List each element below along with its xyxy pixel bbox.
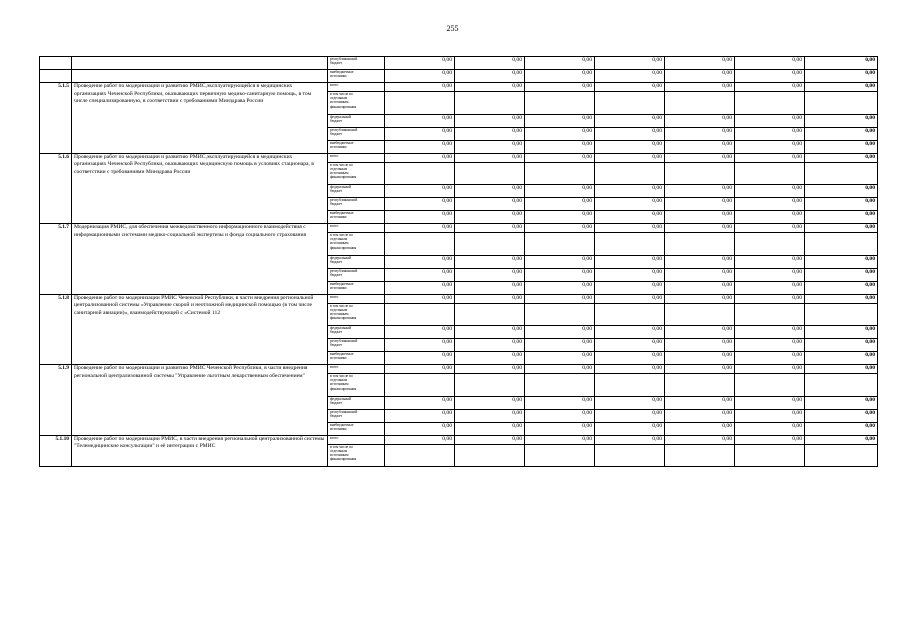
value-cell: 0,00 [805,70,878,83]
value-cell-empty [455,92,525,115]
value-cell-empty [735,374,805,397]
value-cell-empty [595,444,665,467]
value-cell: 0,00 [665,268,735,281]
value-cell-empty [455,444,525,467]
value-cell: 0,00 [525,294,595,303]
activity-number-empty [40,57,72,70]
activity-description: Модернизация РМИС, для обеспечения межведомственного информационного взаимодействия с информационными системами медико-социальной экспертизы и фонда социального страхования [72,224,328,295]
activity-number: 5.1.6 [40,153,72,224]
source-label: республиканский бюджет [328,198,385,211]
value-cell: 0,00 [735,422,805,435]
value-cell: 0,00 [595,268,665,281]
source-label: в том числе по отдельным источникам финансирования [328,92,385,115]
value-cell-empty [665,303,735,326]
value-cell: 0,00 [525,255,595,268]
value-cell-empty [385,374,455,397]
source-label: республиканский бюджет [328,409,385,422]
activity-number: 5.1.9 [40,365,72,436]
value-cell: 0,00 [525,140,595,153]
value-cell: 0,00 [735,198,805,211]
source-label: федеральный бюджет [328,396,385,409]
value-cell-empty [455,162,525,185]
source-label: в том числе по отдельным источникам финансирования [328,233,385,256]
value-cell: 0,00 [525,365,595,374]
value-cell: 0,00 [595,435,665,444]
value-cell: 0,00 [525,211,595,224]
value-cell: 0,00 [385,185,455,198]
value-cell: 0,00 [665,83,735,92]
value-cell: 0,00 [665,185,735,198]
value-cell: 0,00 [385,435,455,444]
value-cell: 0,00 [805,352,878,365]
value-cell: 0,00 [595,422,665,435]
value-cell: 0,00 [385,70,455,83]
value-cell: 0,00 [805,255,878,268]
value-cell: 0,00 [455,153,525,162]
source-label: внебюджетные источники [328,140,385,153]
activity-description: Проведение работ по модернизации и развитию РМИС,эксплуатирующейся в медицинских организациях Чеченской Республики, оказывающих первичную медико-санитарную помощь, в том числе специализированную, в соответствии с требованиями Минздрава России [72,83,328,154]
value-cell-empty [385,233,455,256]
source-label: федеральный бюджет [328,185,385,198]
value-cell-empty [665,374,735,397]
table-row [40,153,878,162]
value-cell: 0,00 [595,255,665,268]
value-cell: 0,00 [385,198,455,211]
value-cell-empty [805,444,878,467]
value-cell-empty [735,92,805,115]
value-cell: 0,00 [665,127,735,140]
value-cell: 0,00 [385,114,455,127]
value-cell: 0,00 [455,339,525,352]
source-label: внебюджетные источники [328,422,385,435]
value-cell: 0,00 [665,326,735,339]
value-cell: 0,00 [735,224,805,233]
page-number: 255 [446,24,459,33]
value-cell-empty [525,374,595,397]
value-cell: 0,00 [385,211,455,224]
value-cell-empty [735,303,805,326]
table-row [40,83,878,92]
value-cell: 0,00 [805,326,878,339]
value-cell: 0,00 [525,83,595,92]
value-cell: 0,00 [455,70,525,83]
source-label: внебюджетные источники [328,70,385,83]
value-cell: 0,00 [735,83,805,92]
value-cell: 0,00 [455,211,525,224]
value-cell: 0,00 [735,211,805,224]
source-label: внебюджетные источники [328,211,385,224]
value-cell: 0,00 [525,435,595,444]
value-cell: 0,00 [735,140,805,153]
value-cell-empty [595,374,665,397]
value-cell: 0,00 [665,153,735,162]
source-label: республиканский бюджет [328,339,385,352]
source-label: республиканский бюджет [328,57,385,70]
source-label: всего [328,83,385,92]
value-cell: 0,00 [665,409,735,422]
value-cell: 0,00 [455,224,525,233]
value-cell-empty [735,162,805,185]
table-row [40,435,878,444]
value-cell: 0,00 [665,198,735,211]
value-cell: 0,00 [665,57,735,70]
value-cell-empty [805,233,878,256]
value-cell: 0,00 [525,198,595,211]
value-cell: 0,00 [385,140,455,153]
source-label: всего [328,365,385,374]
value-cell: 0,00 [665,435,735,444]
value-cell: 0,00 [595,140,665,153]
value-cell: 0,00 [455,396,525,409]
value-cell-empty [595,162,665,185]
value-cell: 0,00 [455,83,525,92]
value-cell-empty [665,233,735,256]
value-cell: 0,00 [735,153,805,162]
value-cell: 0,00 [525,339,595,352]
value-cell-empty [455,374,525,397]
value-cell: 0,00 [385,339,455,352]
activity-number: 5.1.8 [40,294,72,365]
value-cell-empty [455,233,525,256]
value-cell: 0,00 [455,352,525,365]
value-cell: 0,00 [665,70,735,83]
value-cell: 0,00 [595,83,665,92]
value-cell: 0,00 [805,396,878,409]
value-cell: 0,00 [595,352,665,365]
source-label: республиканский бюджет [328,268,385,281]
value-cell: 0,00 [525,326,595,339]
value-cell: 0,00 [805,365,878,374]
value-cell: 0,00 [595,185,665,198]
value-cell: 0,00 [455,198,525,211]
table-row [40,365,878,374]
value-cell-empty [525,162,595,185]
value-cell: 0,00 [455,140,525,153]
value-cell: 0,00 [595,294,665,303]
source-label: всего [328,153,385,162]
value-cell: 0,00 [805,127,878,140]
value-cell: 0,00 [385,422,455,435]
value-cell: 0,00 [455,268,525,281]
value-cell: 0,00 [665,114,735,127]
value-cell: 0,00 [805,409,878,422]
value-cell: 0,00 [735,435,805,444]
value-cell: 0,00 [805,185,878,198]
value-cell: 0,00 [595,339,665,352]
value-cell: 0,00 [665,255,735,268]
value-cell: 0,00 [595,224,665,233]
value-cell: 0,00 [665,422,735,435]
value-cell: 0,00 [735,409,805,422]
value-cell: 0,00 [805,114,878,127]
activity-description: Проведение работ по модернизации РМИС Чеченской Республики, в части внедрения региональной централизованной системы «Управление скорой и неотложной медицинской помощью (в том числе санитарной авиации)», взаимодействующей с «Системой 112 [72,294,328,365]
value-cell-empty [595,233,665,256]
value-cell: 0,00 [525,281,595,294]
value-cell: 0,00 [455,114,525,127]
value-cell-empty [805,303,878,326]
value-cell: 0,00 [805,294,878,303]
value-cell: 0,00 [735,294,805,303]
value-cell: 0,00 [805,140,878,153]
value-cell: 0,00 [595,211,665,224]
source-label: в том числе по отдельным источникам финансирования [328,162,385,185]
value-cell-empty [385,303,455,326]
value-cell: 0,00 [455,255,525,268]
value-cell: 0,00 [735,365,805,374]
activity-number: 5.1.5 [40,83,72,154]
value-cell: 0,00 [805,435,878,444]
value-cell: 0,00 [665,396,735,409]
value-cell: 0,00 [525,153,595,162]
source-label: внебюджетные источники [328,281,385,294]
value-cell: 0,00 [805,339,878,352]
activity-description: Проведение работ по модернизации РМИС, в части внедрения региональной централизованной системы "Телемедицинские консультации" и её интеграции с РМИС [72,435,328,467]
budget-table [39,56,878,467]
source-label: всего [328,435,385,444]
source-label: в том числе по отдельным источникам финансирования [328,444,385,467]
value-cell-empty [665,92,735,115]
value-cell: 0,00 [665,365,735,374]
value-cell: 0,00 [735,185,805,198]
value-cell: 0,00 [665,294,735,303]
value-cell: 0,00 [385,352,455,365]
value-cell: 0,00 [595,114,665,127]
value-cell: 0,00 [385,255,455,268]
value-cell: 0,00 [735,326,805,339]
value-cell: 0,00 [595,198,665,211]
value-cell: 0,00 [595,153,665,162]
value-cell: 0,00 [665,339,735,352]
value-cell-empty [665,162,735,185]
value-cell: 0,00 [525,114,595,127]
value-cell: 0,00 [735,57,805,70]
value-cell: 0,00 [595,281,665,294]
value-cell: 0,00 [735,396,805,409]
value-cell: 0,00 [735,352,805,365]
value-cell: 0,00 [385,57,455,70]
value-cell: 0,00 [735,114,805,127]
value-cell: 0,00 [385,127,455,140]
value-cell: 0,00 [735,339,805,352]
table-row [40,57,878,70]
source-label: федеральный бюджет [328,114,385,127]
value-cell: 0,00 [525,57,595,70]
source-label: в том числе по отдельным источникам финансирования [328,303,385,326]
value-cell: 0,00 [595,127,665,140]
value-cell: 0,00 [805,211,878,224]
value-cell: 0,00 [735,255,805,268]
source-label: в том числе по отдельным источникам финансирования [328,374,385,397]
value-cell: 0,00 [385,409,455,422]
activity-description: Проведение работ по модернизации и развитию РМИС Чеченской Республики, в части внедрения региональной централизованной системы "Управление льготным лекарственным обеспечением" [72,365,328,436]
value-cell-empty [385,92,455,115]
activity-description-empty [72,70,328,83]
value-cell: 0,00 [455,281,525,294]
value-cell-empty [805,162,878,185]
activity-description: Проведение работ по модернизации и развитию РМИС,эксплуатирующейся в медицинских организациях Чеченской Республики, оказывающих медицинскую помощь в условиях стационара, в соответствии с требованиями Минздрава России [72,153,328,224]
value-cell: 0,00 [385,83,455,92]
value-cell: 0,00 [385,294,455,303]
value-cell: 0,00 [385,153,455,162]
value-cell: 0,00 [455,365,525,374]
value-cell-empty [665,444,735,467]
value-cell: 0,00 [385,281,455,294]
value-cell: 0,00 [455,435,525,444]
value-cell: 0,00 [525,127,595,140]
value-cell-empty [735,444,805,467]
value-cell: 0,00 [455,185,525,198]
activity-number: 5.1.7 [40,224,72,295]
value-cell: 0,00 [525,268,595,281]
value-cell: 0,00 [385,396,455,409]
source-label: федеральный бюджет [328,255,385,268]
value-cell: 0,00 [735,281,805,294]
value-cell: 0,00 [385,224,455,233]
value-cell: 0,00 [455,422,525,435]
value-cell: 0,00 [595,70,665,83]
value-cell: 0,00 [385,268,455,281]
value-cell: 0,00 [525,185,595,198]
source-label: федеральный бюджет [328,326,385,339]
value-cell: 0,00 [665,224,735,233]
value-cell: 0,00 [735,127,805,140]
value-cell-empty [385,444,455,467]
value-cell: 0,00 [525,409,595,422]
activity-number-empty [40,70,72,83]
value-cell-empty [805,374,878,397]
value-cell: 0,00 [455,326,525,339]
source-label: внебюджетные источники [328,352,385,365]
value-cell: 0,00 [665,352,735,365]
value-cell: 0,00 [595,57,665,70]
value-cell-empty [595,92,665,115]
value-cell: 0,00 [665,211,735,224]
value-cell: 0,00 [735,70,805,83]
value-cell: 0,00 [525,352,595,365]
value-cell: 0,00 [525,70,595,83]
value-cell: 0,00 [665,281,735,294]
value-cell: 0,00 [805,268,878,281]
value-cell: 0,00 [805,281,878,294]
value-cell-empty [735,233,805,256]
value-cell: 0,00 [805,153,878,162]
source-label: республиканский бюджет [328,127,385,140]
value-cell: 0,00 [805,224,878,233]
value-cell-empty [805,92,878,115]
value-cell: 0,00 [525,396,595,409]
value-cell: 0,00 [805,83,878,92]
value-cell: 0,00 [455,409,525,422]
value-cell: 0,00 [525,224,595,233]
value-cell: 0,00 [385,326,455,339]
value-cell: 0,00 [595,365,665,374]
value-cell-empty [525,444,595,467]
value-cell: 0,00 [805,57,878,70]
value-cell: 0,00 [595,396,665,409]
value-cell-empty [595,303,665,326]
value-cell-empty [525,303,595,326]
value-cell: 0,00 [525,422,595,435]
value-cell: 0,00 [385,365,455,374]
table-row [40,294,878,303]
value-cell-empty [525,233,595,256]
value-cell: 0,00 [455,294,525,303]
table-row [40,70,878,83]
activity-description-empty [72,57,328,70]
value-cell: 0,00 [595,326,665,339]
source-label: всего [328,294,385,303]
value-cell: 0,00 [735,268,805,281]
value-cell-empty [455,303,525,326]
value-cell: 0,00 [455,57,525,70]
table-row [40,224,878,233]
value-cell: 0,00 [595,409,665,422]
value-cell-empty [385,162,455,185]
value-cell: 0,00 [805,198,878,211]
value-cell: 0,00 [665,140,735,153]
value-cell-empty [525,92,595,115]
source-label: всего [328,224,385,233]
value-cell: 0,00 [805,422,878,435]
value-cell: 0,00 [455,127,525,140]
activity-number: 5.1.10 [40,435,72,467]
